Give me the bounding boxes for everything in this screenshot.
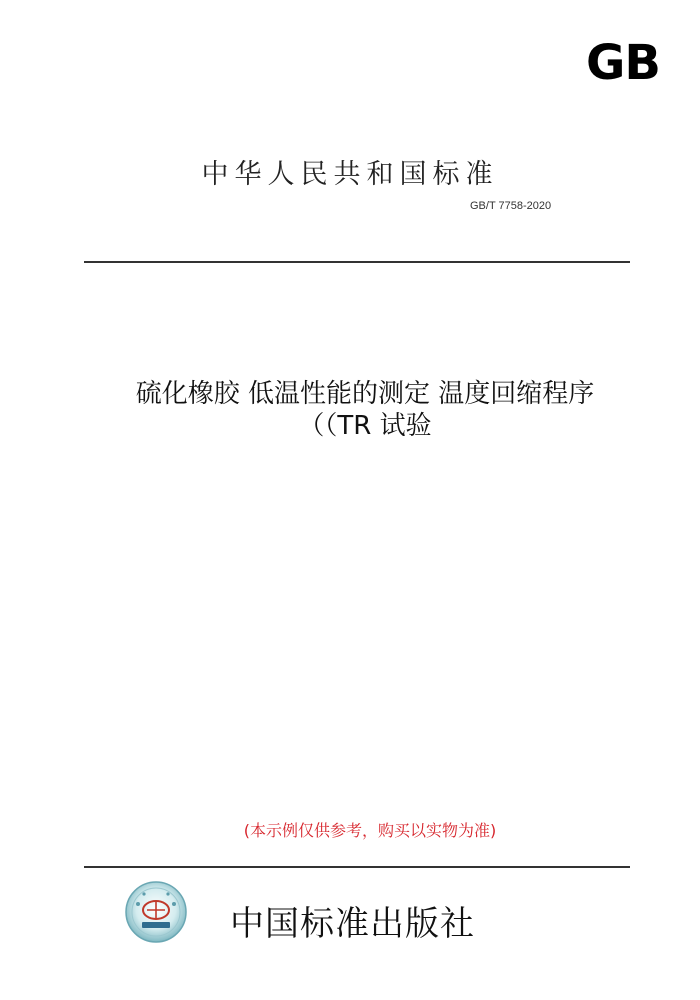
publisher-seal-icon [124, 880, 188, 944]
document-title-line-1: 硫化橡胶 低温性能的测定 温度回缩程序 [135, 379, 595, 409]
gb-logo: GB [586, 35, 660, 91]
standard-number: GB/T 7758-2020 [470, 200, 552, 212]
sample-notice: (本示例仅供参考，购买以实物为准) [243, 821, 497, 840]
top-divider [84, 261, 630, 263]
org-title: 中华人民共和国标准 [201, 159, 499, 190]
bottom-divider [84, 866, 630, 868]
publisher-name: 中国标准出版社 [230, 904, 475, 944]
document-title-line-2: （（TR 试验 [298, 411, 432, 441]
document-title [40, 378, 690, 442]
